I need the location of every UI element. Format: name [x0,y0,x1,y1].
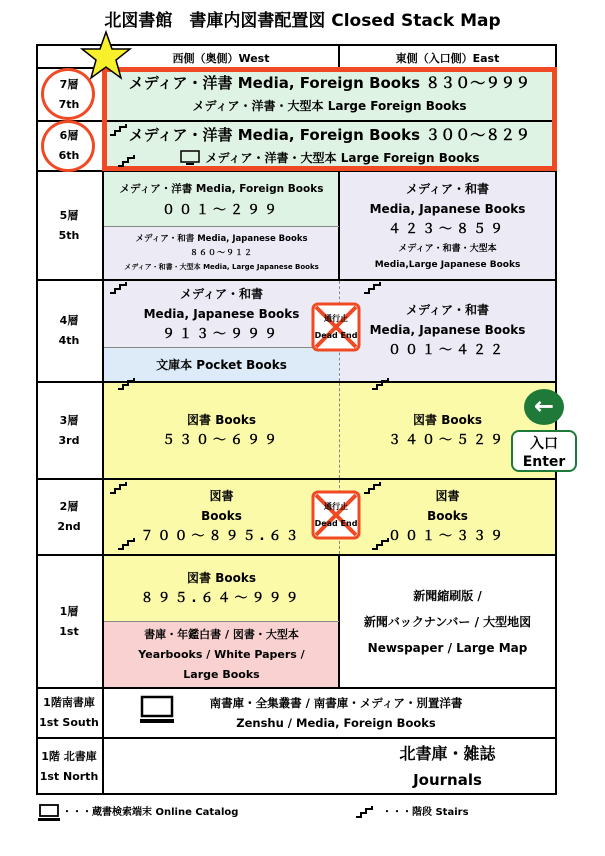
row1-east-2: 新聞バックナンバー / 大型地図 [363,614,532,629]
row5-west-bottom [104,227,339,279]
row2-east-2: Books [427,509,468,523]
row4-east-1: メディア・和書 [405,303,490,317]
floor-south-label [36,689,102,737]
row3-east-1: 図書 Books [413,412,482,427]
legend-catalog: ・・・蔵書検索端末 Online Catalog [62,807,239,818]
highlight-circle-6 [41,120,95,172]
row1-west-top-2: ８９５.６４～９９９ [140,591,303,606]
row2-west-2: Books [201,509,242,523]
floor-3-en: 3rd [58,433,80,447]
floor-2-label [36,480,102,554]
row4-east-3: ００１～４２２ [387,343,507,358]
row1-east [340,556,555,687]
floor-7-jp: 7層 [59,77,79,91]
stairs-icon [118,155,140,167]
floor-1-en: 1st [59,624,79,638]
header-west: 西側（奥側）West [172,52,270,65]
stairs-icon [372,538,394,550]
dead-end-sign-2 [305,490,367,540]
enter-en: Enter [522,454,566,470]
row1-west-bottom [104,622,339,687]
row2-west-1: 図書 [209,489,234,503]
floor-1-label [36,556,102,687]
stairs-icon [110,124,132,136]
dead-end-jp-4: 通行止 [324,314,348,323]
row1-east-3: Newspaper / Large Map [367,640,528,655]
row2-east-1: 図書 [435,489,460,503]
floor-4-jp: 4層 [59,314,79,327]
row5-west-top-2: ００１～２９９ [161,202,281,218]
floor-6-jp: 6層 [59,129,79,142]
row5-east-1: メディア・和書 [405,181,490,196]
floor-3-label [36,383,102,478]
row7-line1: メディア・洋書 Media, Foreign Books ８３０～９９９ [128,74,531,92]
dead-end-en-2: Dead End [314,519,358,528]
row6-line1: メディア・洋書 Media, Foreign Books ３００～８２９ [128,125,531,144]
row4-west-1: メディア・和書 [179,286,264,301]
row4-pocket [104,348,339,381]
computer-icon [140,695,174,725]
dead-end-sign-4 [305,302,367,352]
stairs-icon [364,482,386,494]
south-line1: 南書庫・全集叢書 / 南書庫・メディア・別置洋書 [209,696,463,710]
dead-end-jp-2: 通行止 [324,502,348,511]
row4-west-3: ９１３～９９９ [161,326,281,342]
row3-west-1: 図書 Books [187,412,256,427]
row1-east-1: 新聞縮刷版 / [413,588,482,603]
stairs-icon [110,482,132,494]
south-content [176,689,496,737]
row4-east-2: Media, Japanese Books [369,323,526,337]
enter-label [511,430,577,472]
row5-west-top [104,172,339,227]
row1-west-bottom-1: 書庫・年鑑白書 / 図書・大型本 [144,627,299,641]
highlight-rect [102,67,557,171]
row5-east-4: メディア・和書・大型本 [398,243,497,254]
row5-east [340,172,555,279]
star-icon [80,30,132,82]
row4-west [104,281,339,348]
row6-line2-text: メディア・洋書・大型本 Large Foreign Books [205,150,480,165]
floor-5-en: 5th [58,228,80,242]
row5-east-5: Media,Large Japanese Books [374,259,521,270]
computer-icon [38,804,60,822]
north-line1: 北書庫・雑誌 [399,744,496,763]
row2-east-3: ００１～３３９ [387,529,507,544]
legend-stairs: ・・・階段 Stairs [382,807,469,818]
row4-west-2: Media, Japanese Books [143,306,300,321]
stairs-icon [372,378,394,390]
stairs-icon [364,282,386,294]
dead-end-text-2 [305,501,367,529]
row3-west-2: ５３０～６９９ [161,432,281,448]
dead-end-en-4: Dead End [314,331,358,340]
row5-east-2: Media, Japanese Books [369,201,526,216]
stairs-icon [118,538,140,550]
north-content [340,739,555,795]
row5-west-top-1: メディア・洋書 Media, Foreign Books [119,182,324,195]
floor-5-jp: 5層 [59,208,79,222]
floor-1-jp: 1層 [59,604,79,618]
floor-5-label [36,172,102,279]
enter-arrow-icon: ← [524,389,564,425]
row5-east-3: ４２３～８５９ [387,221,507,237]
floor-3-jp: 3層 [59,413,79,427]
row5-west-bottom-1: メディア・和書 Media, Japanese Books [135,234,308,244]
floor-south-en: 1st South [39,716,99,729]
floor-6-en: 6th [58,149,80,162]
header-east: 東側（入口側）East [395,52,500,65]
north-line2: Journals [413,771,482,789]
row4-east [340,281,555,381]
floor-2-jp: 2層 [59,500,79,513]
row2-west-3: ７００～８９５.６３ [140,529,303,544]
row1-west-top-1: 図書 Books [187,571,256,585]
row1-west-bottom-3: Large Books [183,667,260,681]
floor-south-jp: 1階南書庫 [43,696,95,709]
floor-7-en: 7th [58,97,80,111]
floor-north-jp: 1階 北書庫 [41,750,97,763]
row4-pocket-label: 文庫本 Pocket Books [156,357,287,372]
row5-west-bottom-2: ８６０～９１２ [190,248,253,257]
row7-line2: メディア・洋書・大型本 Large Foreign Books [192,99,467,113]
page-title: 北図書館 書庫内図書配置図 Closed Stack Map [104,11,501,31]
row5-west-bottom-3: メディア・和書・大型本 Media, Large Japanese Books [124,263,319,271]
row1-west-bottom-2: Yearbooks / White Papers / [138,647,305,661]
south-line2: Zenshu / Media, Foreign Books [236,716,436,730]
row3-east-2: ３４０～５２９ [387,432,507,448]
floor-2-en: 2nd [57,520,81,533]
stairs-icon [110,282,132,294]
dead-end-text-4 [305,313,367,341]
floor-4-en: 4th [58,334,80,347]
row1-west-top [104,556,339,622]
floor-north-label [36,739,102,795]
stairs-icon [118,378,140,390]
enter-jp: 入口 [530,436,558,452]
stairs-icon [356,806,378,818]
floor-4-label [36,281,102,381]
floor-north-en: 1st North [39,770,99,783]
row3-west [104,383,339,478]
